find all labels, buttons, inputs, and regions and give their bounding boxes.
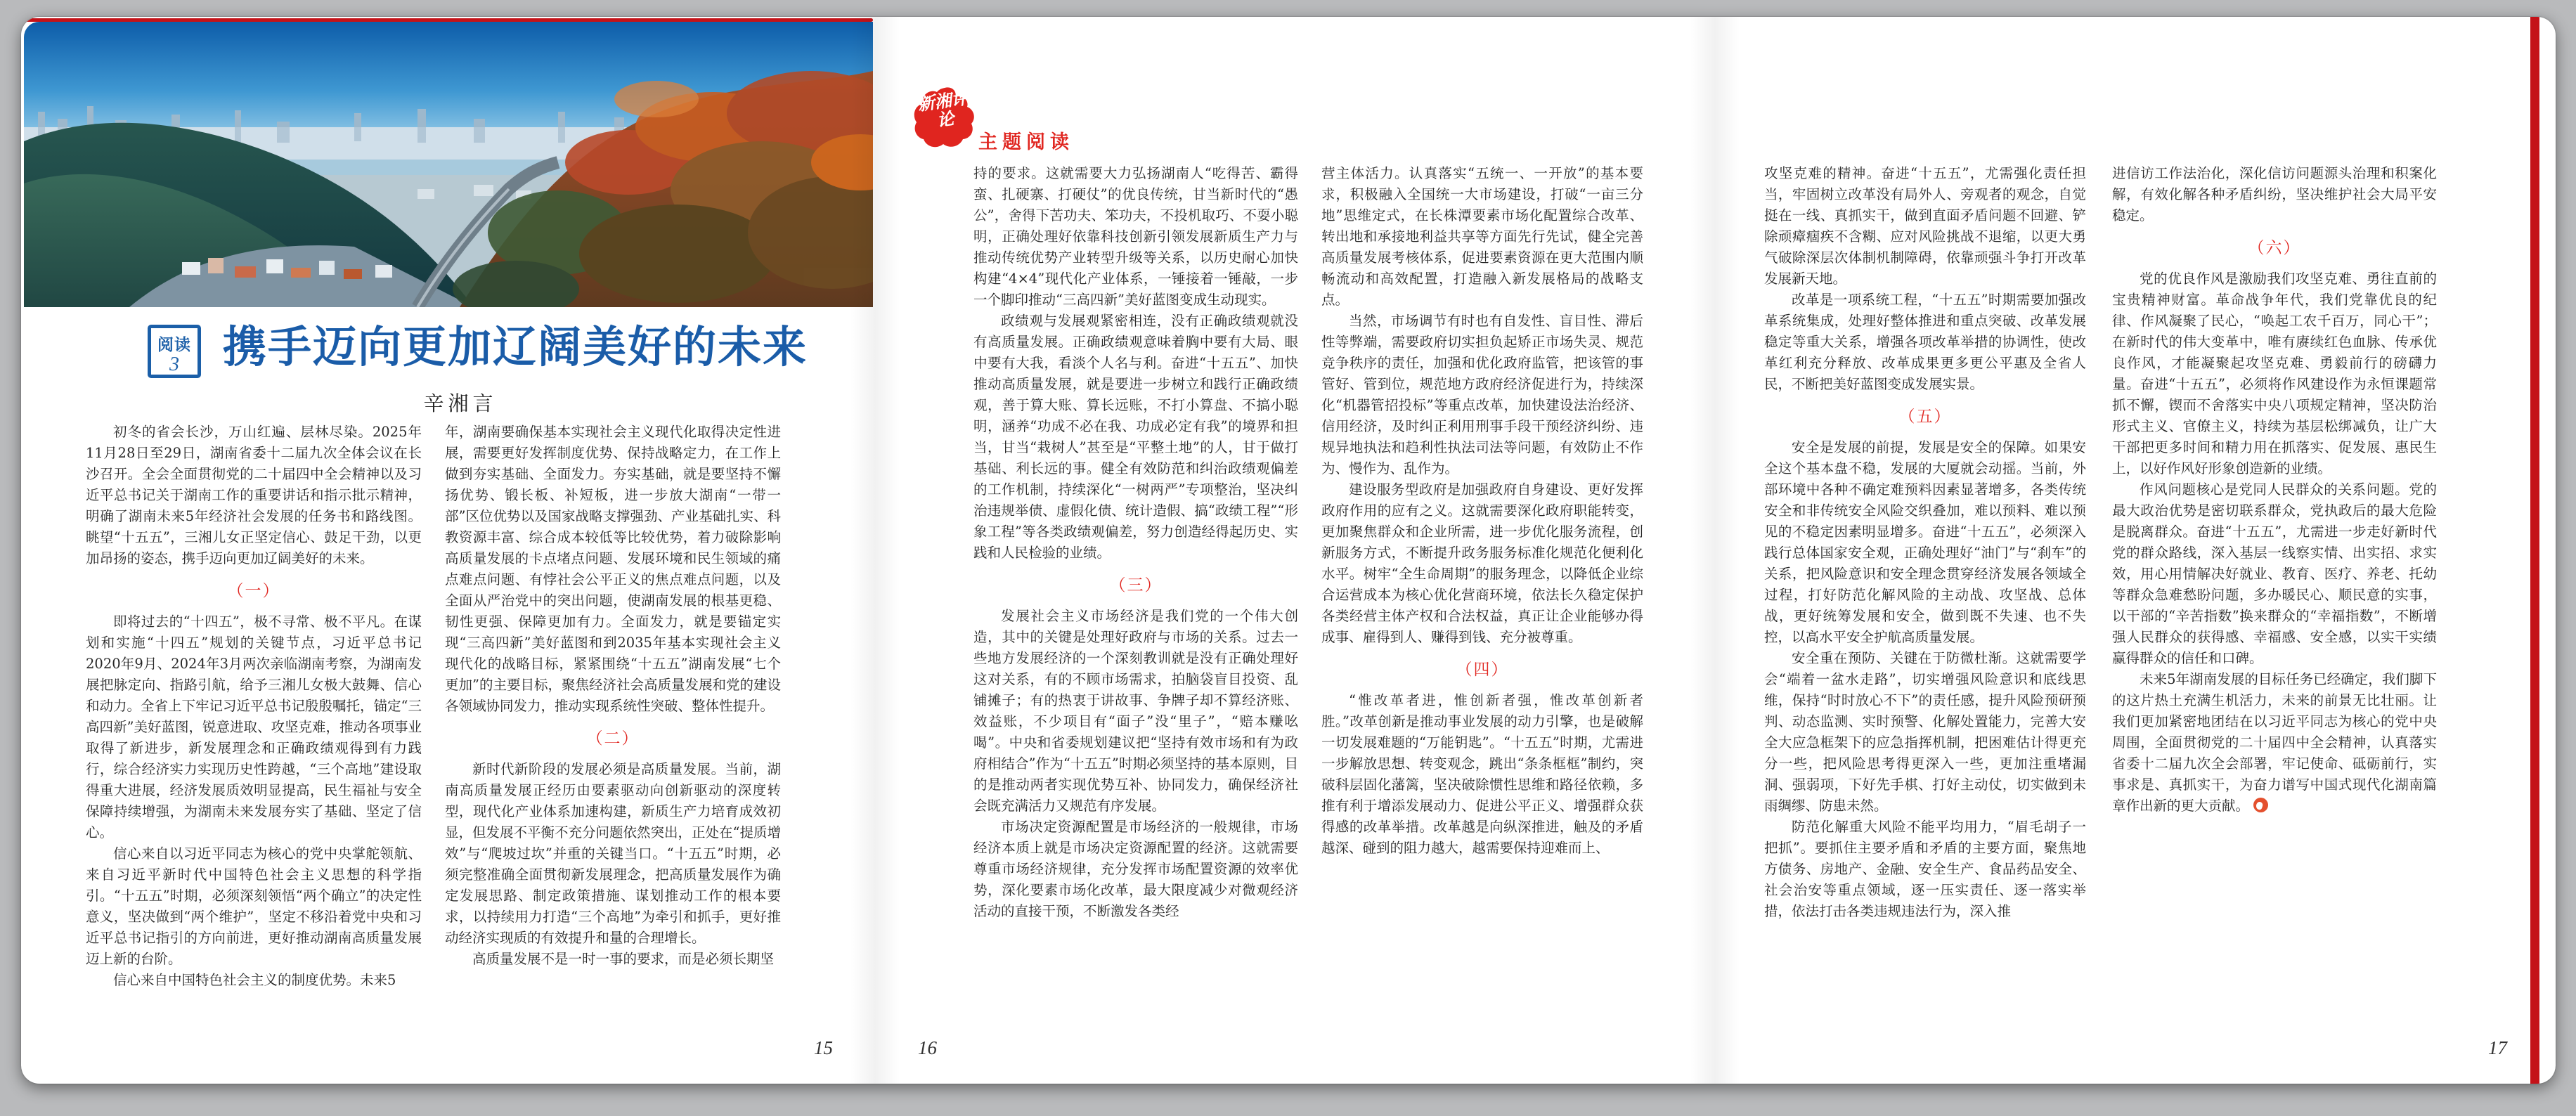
body-paragraph: 党的优良作风是激励我们攻坚克难、勇往直前的宝贵精神财富。革命战争年代，我们党靠优良的纪律、作风凝聚了民心，“唤起工农千百万，同心干”；在新时代的伟大变革中，唯有赓续红色血脉、传承优良作风，才能凝聚起攻坚克难、勇毅前行的磅礴力量。奋进“十五五”，必须将作风建设作为永恒课题常抓不懈，锲而不舍落实中央八项规定精神，坚决防治形式主义、官僚主义，持续为基层松绑减负，让广大干部把更多时间和精力用在抓落实、促发展、惠民生上，以好作风好形象创造新的业绩。: [2112, 271, 2437, 476]
body-paragraph: 建设服务型政府是加强政府自身建设、更好发挥政府作用的应有之义。这就需要深化政府职能转变，更加聚焦群众和企业所需，进一步优化服务流程，创新服务方式，不断提升政务服务标准化规范化便利化水平。树牢“全生命周期”的服务理念，以降低企业综合运营成本为核心优化营商环境，依法长久稳定保护各类经营主体产权和合法权益，真正让企业能够办得成事、雇得到人、赚得到钱、充分被尊重。: [1321, 481, 1643, 645]
body-paragraph: 营主体活力。认真落实“五统一、一开放”的基本要求，积极融入全国统一大市场建设，打破“一亩三分地”思维定式，在长株潭要素市场化配置综合改革、转出地和承接地利益共享等方面先行先试，健全完善高质量发展考核体系，促进要素资源在更大范围内顺畅流动和高效配置，打造融入新发展格局的战略支点。: [1321, 165, 1643, 308]
page-number-16: 16: [918, 1037, 937, 1058]
badge-label: 阅读: [157, 335, 191, 353]
section-marker: （三）: [1109, 576, 1163, 594]
photo-illustration: [24, 22, 873, 307]
body-paragraph: 市场决定资源配置是市场经济的一般规律，市场经济本质上就是市场决定资源配置的经济。这就需要尊重市场经济规律，充分发挥市场配置资源的效率优势，深化要素市场化改革，最大限度减少对微观经济活动的直接干预，不断激发各类经: [973, 819, 1298, 919]
section-marker: （四）: [1456, 660, 1509, 678]
body-paragraph: 持的要求。这就需要大力弘扬湖南人“吃得苦、霸得蛮、扎硬寨、打硬仗”的优良传统，甘当新时代的“愚公”，舍得下苦功夫、笨功夫，不投机取巧、不耍小聪明，正确处理好依靠科技创新引领发展新质生产力与推动传统优势产业转型升级等关系，以历史耐心加快构建“4×4”现代化产业体系，一锤接着一锤敲，一步一个脚印推动“三高四新”美好蓝图变成生动现实。: [973, 165, 1298, 308]
body-paragraph: 政绩观与发展观紧密相连，没有正确政绩观就没有高质量发展。正确政绩观意味着胸中要有大局、眼中要有大我，看淡个人名与利。奋进“十五五”、加快推动高质量发展，就是要进一步树立和践行正确政绩观，善于算大账、算长远账，不打小算盘、不搞小聪明，涵养“功成不必在我、功成必定有我”的境界和担当，甘当“栽树人”甚至是“平整土地”的人，甘于做打基础、利长远的事。健全有效防范和纠治政绩观偏差的工作机制，持续深化“一树两严”专项整治，坚决纠治违规举债、虚假化债、统计造假、搞“政绩工程”“形象工程”等各类政绩观偏差，努力创造经得起历史、实践和人民检验的业绩。: [973, 313, 1298, 561]
page-sheet: [21, 17, 2556, 1084]
aerial-city-photo: [24, 22, 873, 307]
body-paragraph: 当然，市场调节有时也有自发性、盲目性、滞后性等弊端，需要政府切实担负起矫正市场失灵、规范竞争秩序的责任，加强和优化政府监管，把该管的事管好、管到位，规范地方政府经济促进行为，持续深化“机器管招投标”等重点改革，加快建设法治经济、信用经济，及时纠正利用刑事手段干预经济纠纷、违规异地执法和趋利性执法司法等问题，有效防止不作为、慢作为、乱作为。: [1321, 313, 1643, 476]
section-label: 主题阅读: [978, 131, 1074, 153]
body-paragraph: 发展社会主义市场经济是我们党的一个伟大创造，其中的关键是处理好政府与市场的关系。过去一些地方发展经济的一个深刻教训就是没有正确处理好这对关系，有的不顾市场需求，拍脑袋盲目投资、乱铺摊子；有的热衷于讲故事、争牌子却不算经济账、效益账，不少项目有“面子”没“里子”，“赔本赚吆喝”。中央和省委规划建议把“坚持有效市场和有为政府相结合”作为“十五五”时期必须坚持的基本原则，目的是推动两者实现优势互补、协同发力，确保经济社会既充满活力又规范有序发展。: [973, 608, 1298, 814]
body-paragraph: 高质量发展不是一时一事的要求，而是必须长期坚: [472, 951, 775, 967]
body-paragraph: 信心来自以习近平同志为核心的党中央掌舵领航、来自习近平新时代中国特色社会主义思想的科学指引。“十五五”时期，必须深刻领悟“两个确立”的决定性意义，坚决做到“两个维护”，坚定不移沿着党中央和习近平总书记指引的方向前进，更好推动湖南高质量发展迈上新的台阶。: [86, 845, 422, 967]
body-paragraph: 防范化解重大风险不能平均用力，“眉毛胡子一把抓”。要抓住主要矛盾和矛盾的主要方面，聚焦地方债务、房地产、金融、安全生产、食品药品安全、社会治安等重点领域，逐一压实责任、逐一落实举措，依法打击各类违规违法行为，深入推: [1764, 819, 2086, 919]
body-paragraph: 进信访工作法治化，深化信访问题源头治理和积案化解，有效化解各种矛盾纠纷，坚决维护社会大局平安稳定。: [2112, 165, 2437, 223]
section-marker: （五）: [1898, 407, 1952, 425]
body-paragraph: 年，湖南要确保基本实现社会主义现代化取得决定性进展，需要更好发挥制度优势、保持战略定力，在工作上做到夯实基础、全面发力。夯实基础，就是要坚持不懈扬优势、锻长板、补短板，进一步放大湖南“一带一部”区位优势以及国家战略支撑强劲、产业基础扎实、科教资源丰富、综合成本较低等比较优势，着力破除影响高质量发展的卡点堵点问题、发展环境和民生领域的痛点难点问题、有悖社会公平正义的焦点难点问题，以及全面从严治党中的突出问题，使湖南发展的根基更稳、韧性更强、保障更加有力。全面发力，就是要锚定实现“三高四新”美好蓝图和到2035年基本实现社会主义现代化的战略目标，紧紧围绕“十五五”湖南发展“七个更加”的主要目标，聚焦经济社会高质量发展和党的建设各领域协同发力，推动实现系统性突破、整体性提升。: [445, 424, 781, 714]
article-author: 辛湘言: [423, 391, 498, 415]
page-number-17: 17: [2488, 1037, 2507, 1058]
fore-edge-red-strip: [2530, 17, 2539, 1084]
section-marker: （二）: [586, 729, 640, 747]
text-column-5: [1764, 163, 2086, 1001]
logo-calligraphy: 新湘评论: [917, 89, 970, 131]
body-paragraph: 安全是发展的前提，发展是安全的保障。如果安全这个基本盘不稳，发展的大厦就会动摇。当前，外部环境中各种不确定难预料因素显著增多，各类传统安全和非传统安全风险交织叠加，难以预料、难以预见的不稳定因素明显增多。奋进“十五五”，必须深入践行总体国家安全观，正确处理好“油门”与“刹车”的关系，把风险意识和安全理念贯穿经济发展各领域全过程，打好防范化解风险的主动战、攻坚战、总体战，更好统筹发展和安全，做到既不失速、也不失控，以高水平安全护航高质量发展。: [1764, 439, 2086, 645]
reading-badge: [148, 325, 201, 378]
body-paragraph: “惟改革者进，惟创新者强，惟改革创新者胜。”改革创新是推动事业发展的动力引擎，也是破解一切发展难题的“万能钥匙”。“十五五”时期，尤需进一步解放思想、转变观念，跳出“条条框框”制约，突破科层固化藩篱，坚决破除惯性思维和路径依赖，多推有利于增添发展动力、促进公平正义、增强群众获得感的改革举措。改革越是向纵深推进，触及的矛盾越深、碰到的阻力越大，越需要保持迎难而上、: [1321, 692, 1643, 856]
article-title: 携手迈向更加辽阔美好的未来: [223, 323, 808, 372]
body-paragraph: 初冬的省会长沙，万山红遍、层林尽染。2025年11月28日至29日，湖南省委十二届九次全体会议在长沙召开。全会全面贯彻党的二十届四中全会精神以及习近平总书记关于湖南工作的重要讲话和指示批示精神，明确了湖南未来5年经济社会发展的任务书和路线图。眺望“十五五”，三湘儿女正坚定信心、鼓足干劲，以更加昂扬的姿态，携手迈向更加辽阔美好的未来。: [86, 424, 422, 566]
body-paragraph: 攻坚克难的精神。奋进“十五五”，尤需强化责任担当，牢固树立改革没有局外人、旁观者的观念，自觉挺在一线、真抓实干，做到直面矛盾问题不回避、铲除顽瘴痼疾不含糊、应对风险挑战不退缩，以更大勇气破除深层次体制机制障碍，依靠顽强斗争打开改革发展新天地。: [1764, 165, 2086, 287]
body-paragraph: 作风问题核心是党同人民群众的关系问题。党的最大政治优势是密切联系群众，党执政后的最大危险是脱离群众。奋进“十五五”，尤需进一步走好新时代党的群众路线，深入基层一线察实情、出实招、求实效，用心用情解决好就业、教育、医疗、养老、托幼等群众急难愁盼问题，多办暖民心、顺民意的实事，以干部的“辛苦指数”换来群众的“幸福指数”，不断增强人民群众的获得感、幸福感、安全感，以实干实绩赢得群众的信任和口碑。: [2112, 481, 2437, 666]
body-paragraph: 信心来自中国特色社会主义的制度优势。未来5: [113, 972, 396, 988]
section-marker: （一）: [227, 581, 280, 599]
text-column-1: [86, 422, 422, 1001]
text-column-4: [1321, 163, 1643, 1001]
body-paragraph: 安全重在预防、关键在于防微杜渐。这就需要学会“端着一盆水走路”，切实增强风险意识和底线思维，保持“时时放心不下”的责任感，提升风险预研预判、动态监测、实时预警、化解处置能力，完善大安全大应急框架下的应急指挥机制，把困难估计得更充分一些，把风险思考得更深入一些，更加注重堵漏洞、强弱项，下好先手棋、打好主动仗，切实做到未雨绸缪、防患未然。: [1764, 650, 2086, 814]
text-column-6: [2112, 163, 2437, 1001]
body-paragraph: 即将过去的“十四五”，极不寻常、极不平凡。在谋划和实施“十四五”规划的关键节点，习近平总书记2020年9月、2024年3月两次亲临湖南考察，为湖南发展把脉定向、指路引航，给予三湘儿女极大鼓舞、信心和动力。全省上下牢记习近平总书记殷殷嘱托，锚定“三高四新”美好蓝图，锐意进取、攻坚克难，推动各项事业取得了新进步，新发展理念和正确政绩观得到有力践行，综合经济实力实现历史性跨越，“三个高地”建设取得重大进展，经济发展质效明显提高，民生福祉与安全保障持续增强，为湖南未来发展夯实了基础、坚定了信心。: [86, 614, 422, 841]
text-column-2: [445, 422, 781, 1001]
body-paragraph: 未来5年湖南发展的目标任务已经确定，我们脚下的这片热土充满生机活力，未来的前景无比壮丽。让我们更加紧密地团结在以习近平同志为核心的党中央周围，全面贯彻党的二十届四中全会精神，认真落实省委十二届九次全会部署，牢记使命、砥砺前行，实事求是、真抓实干，为奋力谱写中国式现代化湖南篇章作出新的更大贡献。: [2112, 671, 2437, 814]
body-paragraph: 新时代新阶段的发展必须是高质量发展。当前，湖南高质量发展正经历由要素驱动向创新驱动的深度转型，现代化产业体系加速构建，新质生产力培育成效初显，但发展不平衡不充分问题依然突出，正处在“提质增效”与“爬坡过坎”并重的关键当口。“十五五”时期，必须完整准确全面贯彻新发展理念，把高质量发展作为确定发展思路、制定政策措施、谋划推动工作的根本要求，以持续用力打造“三个高地”为牵引和抓手，更好推动经济实现质的有效提升和量的合理增长。: [445, 761, 781, 946]
badge-number: 3: [169, 353, 179, 375]
article-end-mark-icon: [2253, 798, 2268, 812]
section-marker: （六）: [2248, 238, 2301, 257]
text-column-3: [973, 163, 1298, 1001]
body-paragraph: 改革是一项系统工程，“十五五”时期需要加强改革系统集成，处理好整体推进和重点突破、改革发展稳定等重大关系，增强各项改革举措的协调性，使改革红利充分释放、改革成果更多更公平惠及全省人民，不断把美好蓝图变成发展实景。: [1764, 292, 2086, 392]
page-fold-16-17: [1690, 17, 1740, 1084]
page-number-15: 15: [814, 1037, 833, 1058]
